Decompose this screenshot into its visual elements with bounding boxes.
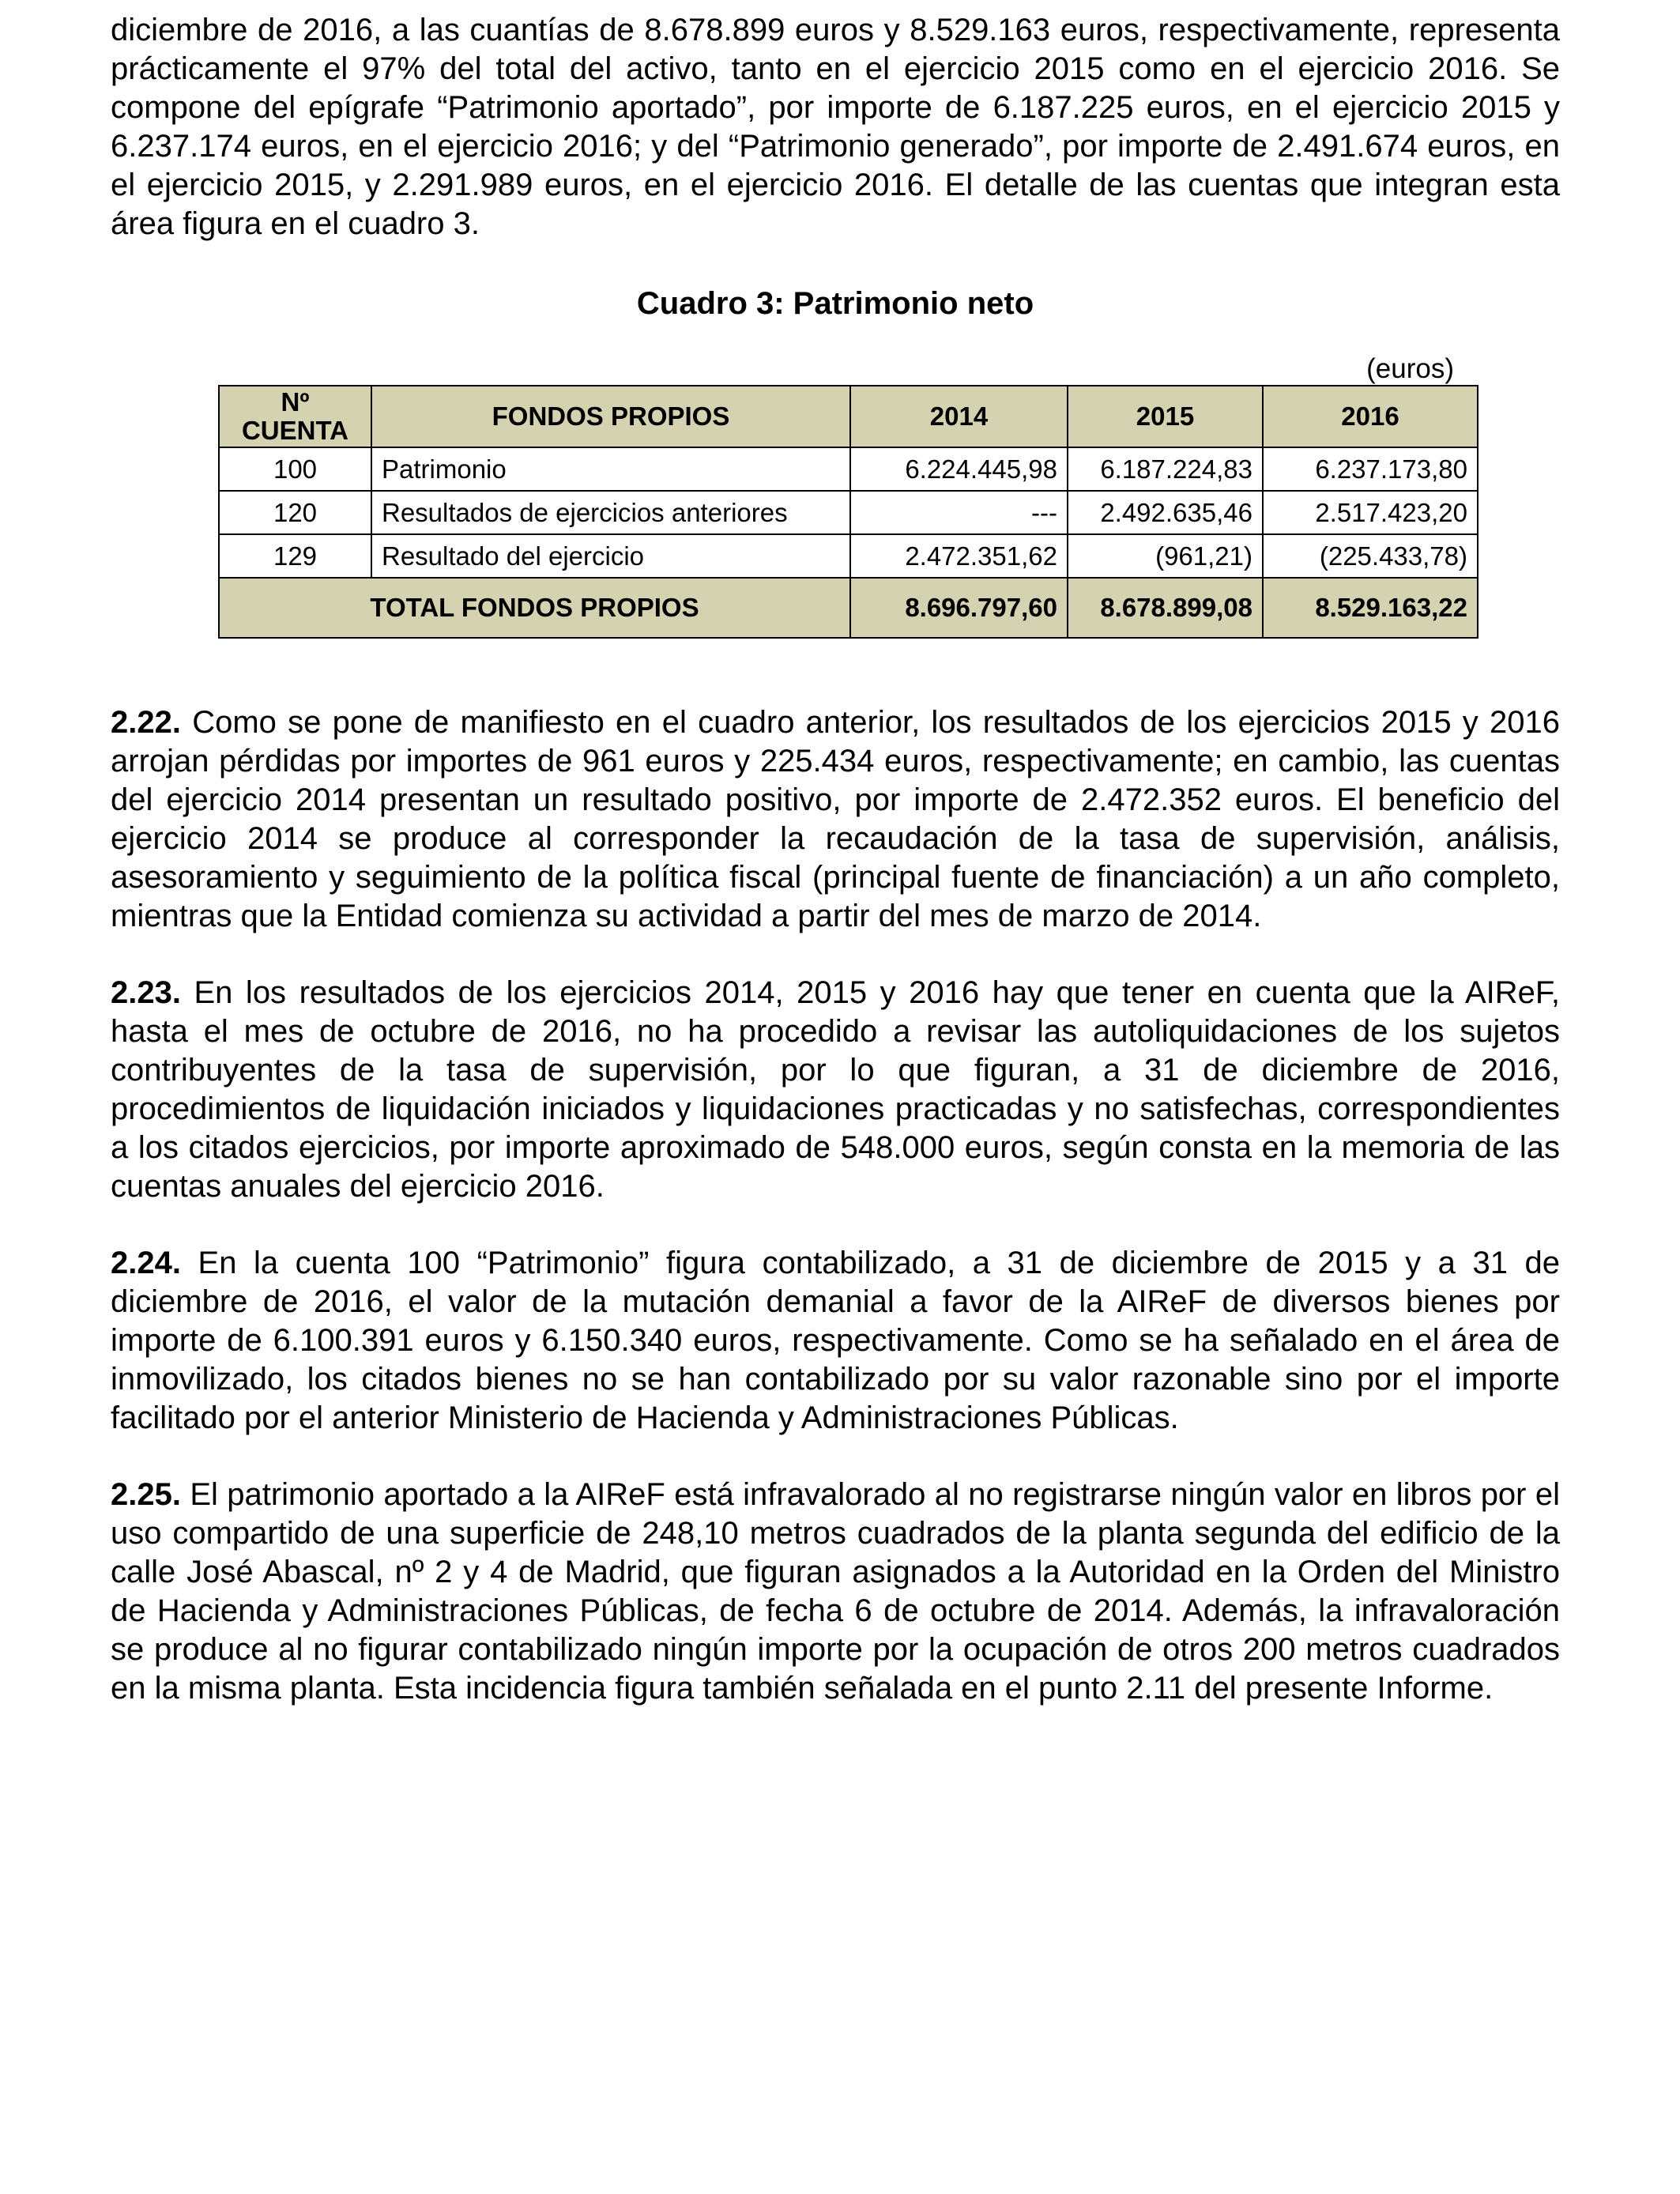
row-value-2016: (225.433,78) <box>1263 534 1478 578</box>
paragraph-2-23 <box>111 974 1560 1206</box>
paragraph-number: 2.24. <box>111 1246 181 1280</box>
total-label: TOTAL FONDOS PROPIOS <box>219 578 850 638</box>
header-2015: 2015 <box>1068 386 1263 447</box>
paragraph-number: 2.25. <box>111 1477 181 1512</box>
row-value-2015: 2.492.635,46 <box>1068 491 1263 534</box>
row-value-2014: 2.472.351,62 <box>850 534 1068 578</box>
row-code: 129 <box>219 534 371 578</box>
total-value-2016: 8.529.163,22 <box>1263 578 1478 638</box>
paragraph-number: 2.22. <box>111 705 181 740</box>
table-row <box>219 447 1478 491</box>
patrimonio-neto-table <box>218 385 1478 639</box>
table-row <box>219 491 1478 534</box>
row-code: 120 <box>219 491 371 534</box>
header-cuenta-line1: Nº <box>281 387 310 417</box>
paragraph-number: 2.23. <box>111 975 181 1010</box>
row-code: 100 <box>219 447 371 491</box>
total-value-2015: 8.678.899,08 <box>1068 578 1263 638</box>
table-total-row <box>219 578 1478 638</box>
paragraph-text: En los resultados de los ejercicios 2014, 2015 y 2016 hay que tener en cuenta que la AIReF, hasta el mes de octubre de 2016, no ha procedido a revisar las autoliquidaciones de los sujetos contribuyentes de la tasa de supervisión, por lo que figuran, a 31 de diciembre de 2016, procedimientos de liquidación iniciados y liquidaciones practicadas y no satisfechas, correspondientes a los citados ejercicios, por importe aproximado de 548.000 euros, según consta en la memoria de las cuentas anuales del ejercicio 2016. <box>111 975 1560 1204</box>
row-value-2014: --- <box>850 491 1068 534</box>
paragraph-text: Como se pone de manifiesto en el cuadro anterior, los resultados de los ejercicios 2015 y 2016 arrojan pérdidas por importes de 961 euros y 225.434 euros, respectivamente; en cambio, las cuentas del ejercicio 2014 presentan un resultado positivo, por importe de 2.472.352 euros. El beneficio del ejercicio 2014 se produce al corresponder la recaudación de la tasa de supervisión, análisis, asesoramiento y seguimiento de la política fiscal (principal fuente de financiación) a un año completo, mientras que la Entidad comienza su actividad a partir del mes de marzo de 2014. <box>111 705 1560 933</box>
row-value-2016: 6.237.173,80 <box>1263 447 1478 491</box>
paragraph-2-22 <box>111 703 1560 936</box>
table-units: (euros) <box>1366 353 1454 384</box>
header-cuenta-line2: CUENTA <box>241 416 349 445</box>
row-value-2014: 6.224.445,98 <box>850 447 1068 491</box>
row-value-2015: (961,21) <box>1068 534 1263 578</box>
table-header-row <box>219 386 1478 447</box>
row-label: Resultado del ejercicio <box>371 534 850 578</box>
row-value-2015: 6.187.224,83 <box>1068 447 1263 491</box>
row-value-2016: 2.517.423,20 <box>1263 491 1478 534</box>
header-2014: 2014 <box>850 386 1068 447</box>
header-cuenta <box>219 386 371 447</box>
row-label: Resultados de ejercicios anteriores <box>371 491 850 534</box>
header-2016: 2016 <box>1263 386 1478 447</box>
paragraph-2-25 <box>111 1476 1560 1708</box>
row-label: Patrimonio <box>371 447 850 491</box>
intro-paragraph: diciembre de 2016, a las cuantías de 8.678.899 euros y 8.529.163 euros, respectivamente, representa prácticamente el 97% del total del activo, tanto en el ejercicio 2015 como en el ejercicio 2016. Se compone del epígrafe “Patrimonio aportado”, por importe de 6.187.225 euros, en el ejercicio 2015 y 6.237.174 euros, en el ejercicio 2016; y del “Patrimonio generado”, por importe de 2.491.674 euros, en el ejercicio 2015, y 2.291.989 euros, en el ejercicio 2016. El detalle de las cuentas que integran esta área figura en el cuadro 3. <box>111 13 1560 241</box>
header-fondos-propios: FONDOS PROPIOS <box>371 386 850 447</box>
table-caption: Cuadro 3: Patrimonio neto <box>636 286 1034 321</box>
paragraph-text: El patrimonio aportado a la AIReF está infravalorado al no registrarse ningún valor en libros por el uso compartido de una superficie de 248,10 metros cuadrados de la planta segunda del edificio de la calle José Abascal, nº 2 y 4 de Madrid, que figuran asignados a la Autoridad en la Orden del Ministro de Hacienda y Administraciones Públicas, de fecha 6 de octubre de 2014. Además, la infravaloración se produce al no figurar contabilizado ningún importe por la ocupación de otros 200 metros cuadrados en la misma planta. Esta incidencia figura también señalada en el punto 2.11 del presente Informe. <box>111 1477 1560 1706</box>
total-value-2014: 8.696.797,60 <box>850 578 1068 638</box>
paragraph-2-24 <box>111 1244 1560 1438</box>
paragraph-text: En la cuenta 100 “Patrimonio” figura contabilizado, a 31 de diciembre de 2015 y a 31 de diciembre de 2016, el valor de la mutación demanial a favor de la AIReF de diversos bienes por importe de 6.100.391 euros y 6.150.340 euros, respectivamente. Como se ha señalado en el área de inmovilizado, los citados bienes no se han contabilizado por su valor razonable sino por el importe facilitado por el anterior Ministerio de Hacienda y Administraciones Públicas. <box>111 1246 1560 1435</box>
table-row <box>219 534 1478 578</box>
